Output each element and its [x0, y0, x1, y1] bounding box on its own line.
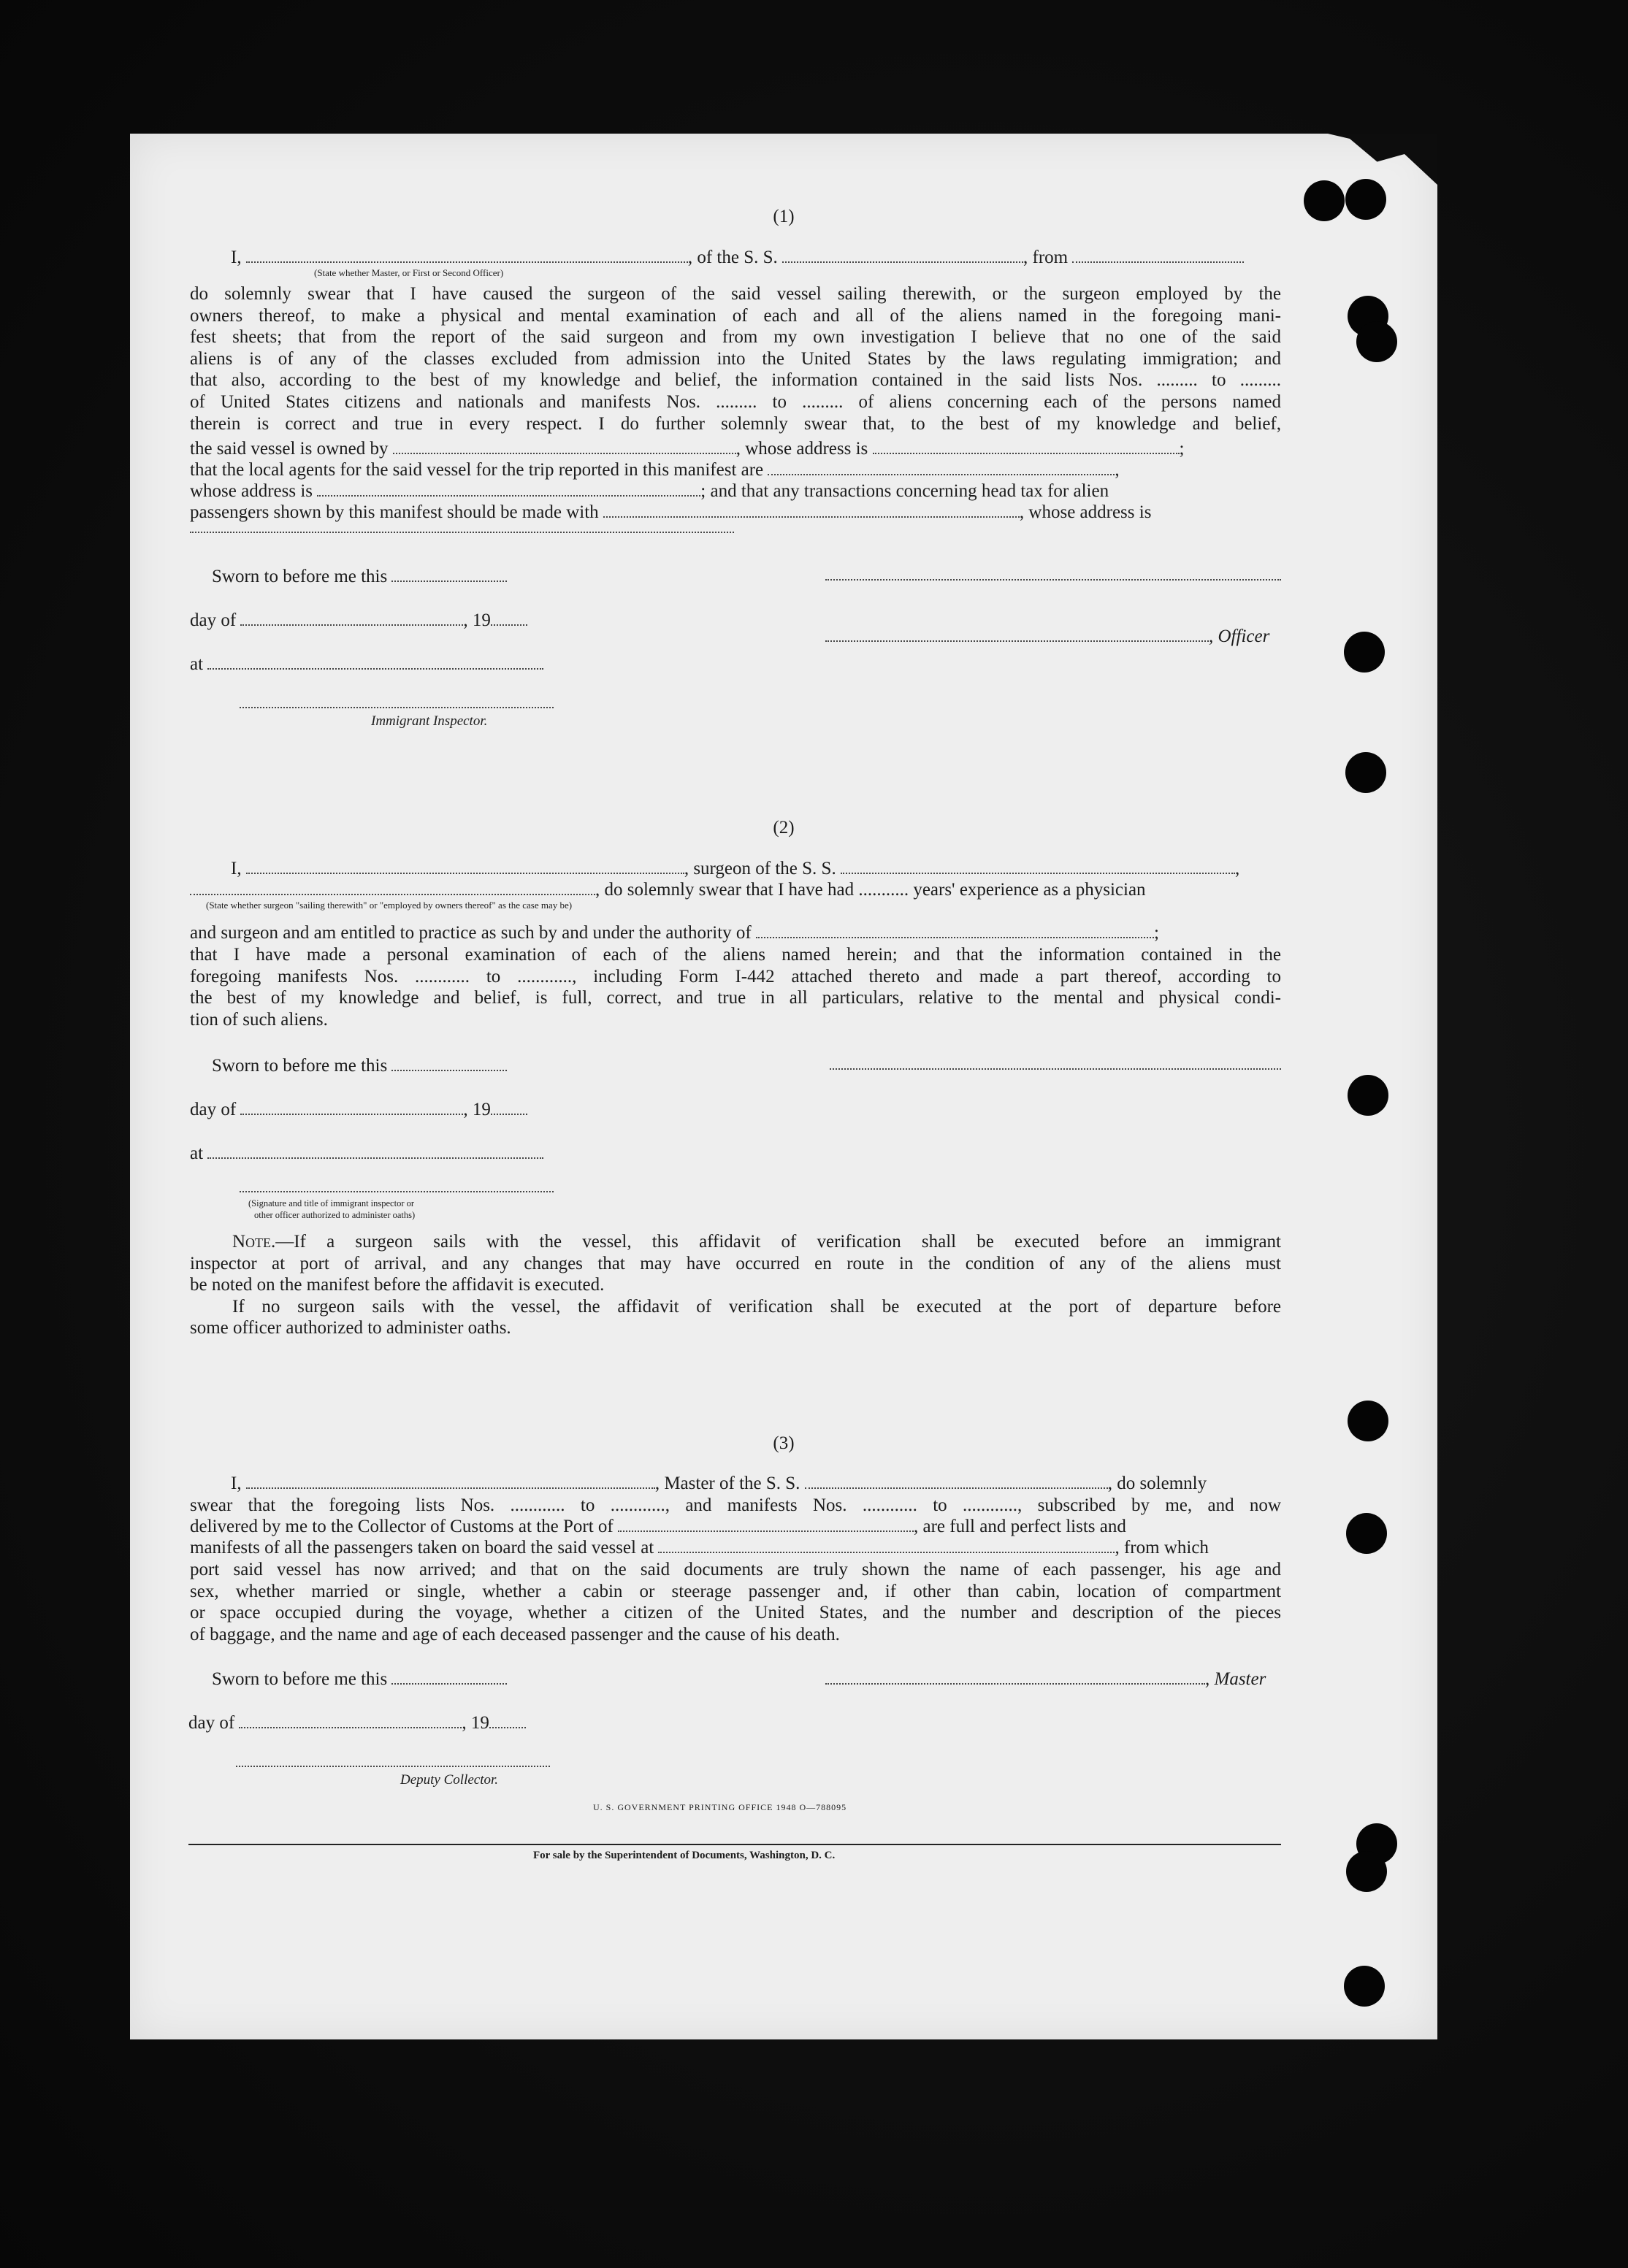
master-label: , Master [1205, 1669, 1266, 1689]
whose-address-label-2: whose address is [190, 481, 313, 501]
section-2-inspector-line [240, 1191, 554, 1192]
whose-address-label-3: , whose address is [1019, 502, 1152, 522]
section-2-authority-line: and surgeon and am entitled to practice as such by and under the authority of ; [190, 923, 1159, 943]
gpo-imprint: U. S. GOVERNMENT PRINTING OFFICE 1948 O—788095 [593, 1802, 847, 1812]
punch-hole [1356, 321, 1397, 362]
section-1-number: (1) [773, 207, 795, 226]
section-1-from: , from [1023, 248, 1069, 267]
section-1-oath-text [190, 283, 1281, 434]
punch-hole [1345, 179, 1386, 220]
section-3-oath-text-b [190, 1559, 1281, 1645]
punch-hole [1346, 1851, 1387, 1892]
section-1-oath-opening [231, 247, 1244, 269]
text-line: that I have made a personal examination of each of the aliens named herein; and that the information contained in the [190, 945, 1281, 965]
section-3-master-line [825, 1669, 1266, 1690]
text-line: the best of my knowledge and belief, is full, correct, and true in all particulars, relative to the mental and physical condi- [190, 988, 1281, 1008]
section-3-sworn: Sworn to before me this [212, 1669, 507, 1690]
section-1-lead: I, [231, 248, 242, 267]
text-line: or space occupied during the voyage, whether a citizen of the United States, and the number and description of the pieces [190, 1603, 1281, 1623]
text-line: of United States citizens and nationals and manifests Nos. ......... to ......... of aliens concerning each of the persons named [190, 391, 1281, 412]
text-line: do solemnly swear that I have caused the surgeon of the said vessel sailing therewith, or the surgeon employed by the [190, 284, 1281, 304]
section-3-oath-text-a [190, 1495, 1281, 1517]
punch-hole [1344, 1966, 1385, 2007]
section-2-hint: (State whether surgeon "sailing therewith" or "employed by owners thereof" as the case may be) [206, 900, 573, 911]
note-line: be noted on the manifest before the affidavit is executed. [190, 1275, 605, 1295]
text-line: port said vessel has now arrived; and that on the said documents are truly shown the name of each passenger, his age and [190, 1560, 1281, 1579]
text-line: swear that the foregoing lists Nos. ............ to ............, and manifests Nos. ............ to ............, subscribed by me, and now [190, 1495, 1281, 1515]
text-line: therein is correct and true in every respect. I do further solemnly swear that, to the best of my knowledge and belief, [190, 413, 1281, 434]
section-2-oath-opening: I, , surgeon of the S. S. , [231, 859, 1240, 878]
section-2-oath-text [190, 944, 1281, 1030]
inspector-label: Immigrant Inspector. [371, 713, 488, 729]
passengers-text: passengers shown by this manifest should be made with [190, 502, 599, 522]
note-line: Note.—If a surgeon sails with the vessel, this affidavit of verification shall be executed before an immigrant [232, 1232, 1281, 1252]
section-2-day-of: day of , 19 [190, 1099, 527, 1121]
text-line: foregoing manifests Nos. ............ to ............, including Form I-442 attached thereto and made a part thereof, according to [190, 966, 1281, 986]
section-1-at: at [190, 654, 543, 675]
officer-label: , Officer [1209, 627, 1270, 646]
section-3-taken-line: manifests of all the passengers taken on board the said vessel at , from which [190, 1538, 1209, 1558]
text-line: sex, whether married or single, whether a cabin or steerage passenger and, if other than cabin, location of compartment [190, 1581, 1281, 1601]
section-2-number: (2) [773, 818, 795, 838]
document-page [130, 134, 1437, 2039]
section-1-agents-line: that the local agents for the said vessel for the trip reported in this manifest are , [190, 460, 1120, 480]
torn-corner [1328, 134, 1437, 185]
surgeon-of-label: , surgeon of the S. S. [684, 859, 836, 878]
section-1-address-line [190, 480, 1109, 502]
sale-notice: For sale by the Superintendent of Documents, Washington, D. C. [533, 1850, 836, 1861]
note-line: some officer authorized to administer oaths. [190, 1318, 511, 1338]
text-line: that also, according to the best of my knowledge and belief, the information contained in the said lists Nos. ......... to ......... [190, 370, 1281, 391]
section-1-passengers-line [190, 502, 1151, 524]
master-of-label: , Master of the S. S. [654, 1474, 800, 1493]
section-2-sworn: Sworn to before me this [212, 1055, 507, 1077]
section-1-officer-line [825, 626, 1269, 648]
whose-address-label: , whose address is [735, 439, 868, 459]
section-2-signature-line [830, 1068, 1281, 1070]
punch-hole [1345, 752, 1386, 793]
section-1-sworn: Sworn to before me this [212, 566, 507, 588]
text-line: aliens is of any of the classes excluded from admission into the United States by the laws regulating immigration; and [190, 348, 1281, 369]
section-3-port-line: delivered by me to the Collector of Customs at the Port of , are full and perfect lists and [190, 1517, 1126, 1536]
section-2-swear-line: , do solemnly swear that I have had ........... years' experience as a physician [190, 879, 1146, 901]
note-line: inspector at port of arrival, and any changes that may have occurred en route in the condition of any of the aliens must [190, 1253, 1281, 1273]
punch-hole [1346, 1513, 1387, 1554]
deputy-signature-line [236, 1766, 550, 1767]
punch-hole [1344, 632, 1385, 673]
section-2-sig-hint-1: (Signature and title of immigrant inspector or [248, 1198, 415, 1208]
local-agents-label: that the local agents for the said vessel for the trip reported in this manifest are [190, 460, 764, 480]
inspector-signature-line [240, 707, 554, 708]
note-label: Note. [232, 1232, 276, 1252]
text-line: fest sheets; that from the report of the said surgeon and from my own investigation I believe that no one of the said [190, 327, 1281, 348]
address-fill-line [190, 532, 734, 533]
text-line: of baggage, and the name and age of each deceased passenger and the cause of his death. [190, 1624, 840, 1644]
text-line: tion of such aliens. [190, 1009, 328, 1030]
section-1-owner-line: the said vessel is owned by , whose address is ; [190, 439, 1185, 459]
punch-hole [1304, 180, 1345, 221]
section-1-signature-line [825, 579, 1281, 581]
section-1-of-ss: , of the S. S. [687, 248, 778, 267]
section-3-oath-opening: I, , Master of the S. S. , do solemnly [231, 1474, 1207, 1493]
footer-rule [188, 1844, 1281, 1845]
section-1-day-of: day of , 19 [190, 610, 527, 632]
note-line: If no surgeon sails with the vessel, the affidavit of verification shall be executed at the port of departure before [232, 1296, 1281, 1317]
owned-by-label: the said vessel is owned by [190, 439, 389, 459]
section-1-lead-hint: (State whether Master, or First or Second Officer) [314, 267, 504, 278]
section-2-note [190, 1231, 1281, 1339]
punch-hole [1348, 1401, 1388, 1441]
head-tax-text: ; and that any transactions concerning head tax for alien [700, 481, 1109, 501]
punch-hole [1348, 1075, 1388, 1116]
section-3-day-of: day of , 19 [188, 1712, 526, 1734]
section-2-at: at [190, 1143, 543, 1165]
section-3-number: (3) [773, 1433, 795, 1453]
deputy-label: Deputy Collector. [400, 1772, 499, 1788]
text-line: owners thereof, to make a physical and mental examination of each and all of the aliens named in the foregoing mani- [190, 305, 1281, 326]
section-2-sig-hint-2: other officer authorized to administer oaths) [254, 1210, 416, 1220]
